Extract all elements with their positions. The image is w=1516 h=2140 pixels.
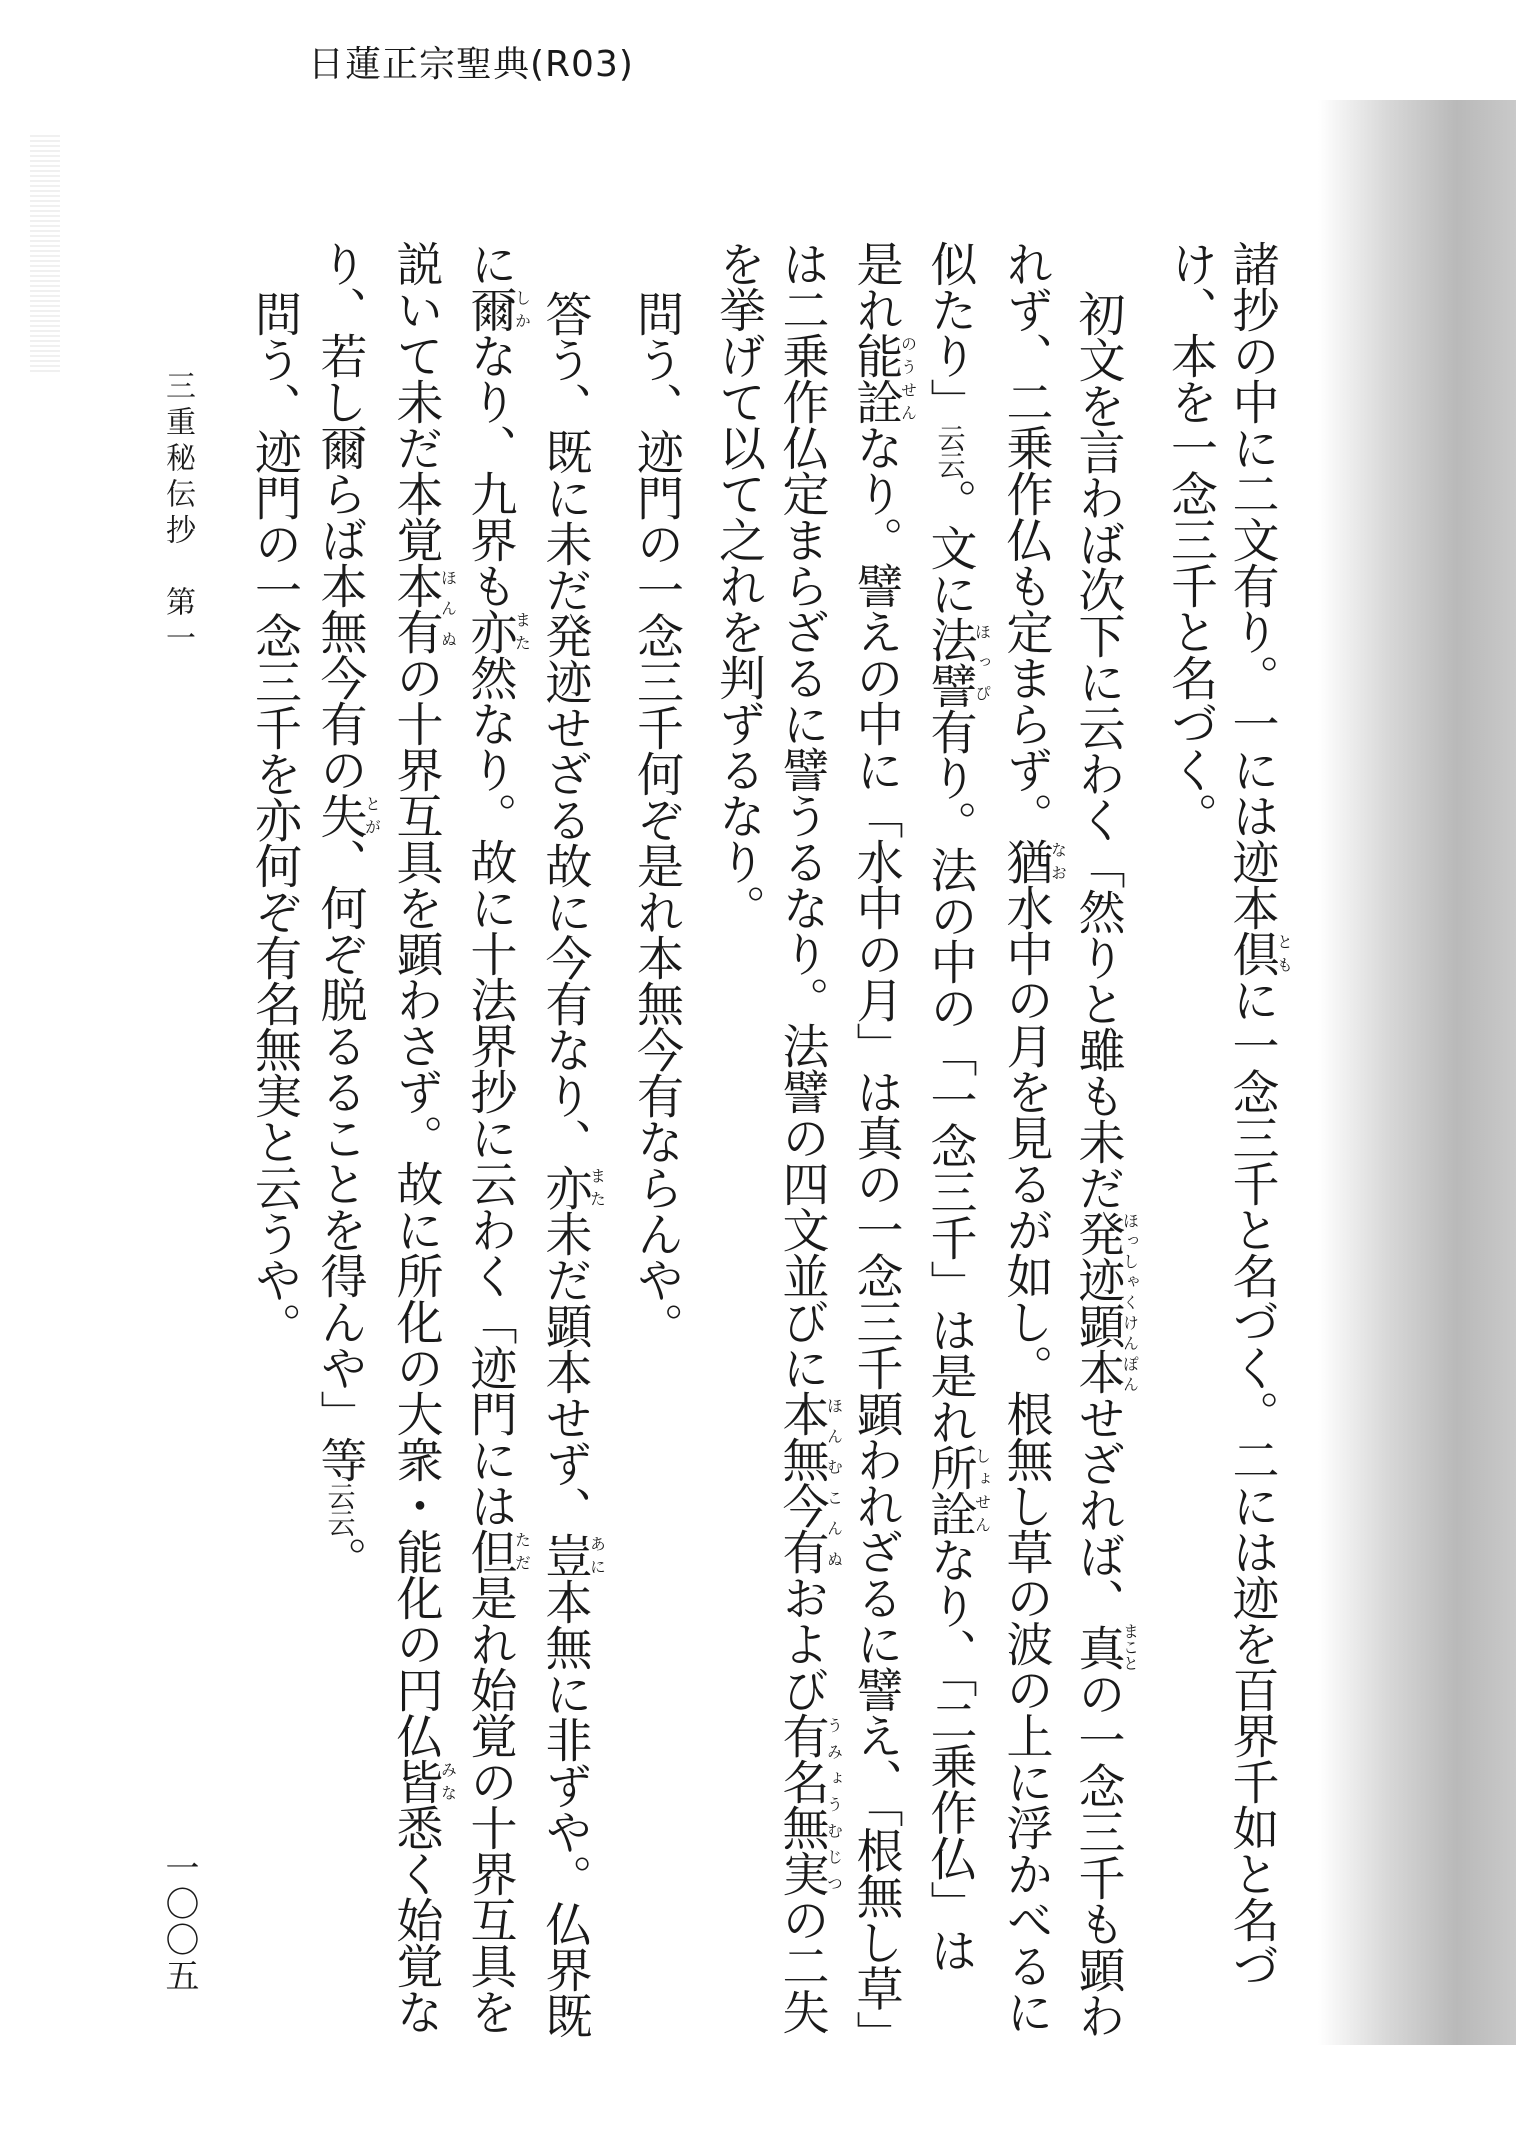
furigana: ほんぬ	[438, 562, 458, 654]
text-run: 然なり。故に十法界抄に云わく「迹門には	[462, 654, 518, 1528]
ruby-word: 発迹顕本ほっしゃくけんぽん	[1070, 1210, 1140, 1394]
text-run: せざれば、	[1070, 1394, 1126, 1624]
text-run: の一念三千も顕わ	[1070, 1670, 1126, 2038]
text-run: 是れ始覚の十界互具を	[462, 1574, 518, 2034]
furigana: ほっしゃくけんぽん	[1120, 1210, 1140, 1394]
text-run: の二失	[774, 1896, 830, 2034]
text-column	[708, 240, 768, 930]
text-run: 水中の月を見るが如し。根無し草の波の上に浮かべるに	[998, 884, 1054, 2034]
text-column	[626, 290, 686, 1348]
scan-noise	[30, 135, 60, 375]
text-column	[244, 290, 304, 1348]
text-column	[388, 240, 458, 2034]
ruby-word: 亦また	[462, 608, 532, 654]
ruby-word: 本有ほんぬ	[388, 562, 458, 654]
ruby-word: 法譬ほっぴ	[922, 616, 992, 708]
text-column	[1160, 240, 1220, 838]
text-run: 是れ	[848, 240, 904, 332]
text-run: 問う、迹門の一念三千何ぞ是れ本無今有ならんや。	[629, 290, 684, 1348]
ruby-word: 亦また	[537, 1164, 607, 1210]
text-run: 有り。法の中の「一念三千」は是れ	[922, 708, 978, 1444]
text-run: に一念三千と名づく。二には迹を百界千如と名づ	[1224, 976, 1280, 1988]
furigana: しょせん	[972, 1444, 992, 1536]
text-run: および	[774, 1574, 830, 1712]
ruby-word: 倶とも	[1224, 930, 1294, 976]
small-annotation: 云云	[933, 424, 967, 478]
text-column	[774, 240, 844, 2034]
text-run: を挙げて以て之れを判ずるなり。	[711, 240, 766, 930]
text-column	[1224, 240, 1294, 1988]
text-column	[1070, 290, 1140, 2038]
furigana: ほっぴ	[972, 616, 992, 708]
text-run: 。文に	[922, 478, 978, 616]
text-run: なり、「二乗作仏」は	[922, 1536, 978, 1973]
text-run: け、本を一念三千と名づく。	[1163, 240, 1218, 838]
ruby-word: 所詮しょせん	[922, 1444, 992, 1536]
text-run: れず、二乗作仏も定まらず。	[998, 240, 1054, 838]
text-run: り、若し爾らば本無今有の	[312, 240, 368, 792]
text-run: の十界互具を顕わさず。故に所化の大衆・能化の円仏	[388, 654, 444, 1758]
furigana: あに	[587, 1532, 607, 1578]
ruby-word: 豈あに	[537, 1532, 607, 1578]
text-column	[537, 290, 607, 2038]
text-run: 未だ顕本せず、	[537, 1210, 593, 1532]
ruby-word: 猶なお	[998, 838, 1068, 884]
furigana: うみょうむじつ	[824, 1712, 844, 1896]
furigana: とも	[1274, 930, 1294, 976]
text-run: 初文を言わば次下に云わく「然りと雖も未だ	[1070, 290, 1126, 1210]
text-run: なり。譬えの中に「水中の月」は真の一念三千顕われざるに譬え、「根無し草」	[848, 424, 904, 2057]
running-title: 三重秘伝抄 第一	[160, 370, 195, 658]
page-header-title: 日蓮正宗聖典(R03)	[308, 44, 634, 85]
text-run: 似たり」	[922, 240, 978, 424]
small-annotation: 云云	[323, 1482, 357, 1536]
text-run: 答う、既に未だ発迹せざる故に今有なり、	[537, 290, 593, 1164]
text-run: に	[462, 240, 518, 286]
text-run: 悉く始覚な	[388, 1804, 444, 2034]
text-column	[998, 240, 1068, 2034]
ruby-word: 爾しか	[462, 286, 532, 332]
text-run: 本無に非ずや。仏界既	[537, 1578, 593, 2038]
text-run: 。	[312, 1536, 368, 1582]
ruby-word: 有名無実うみょうむじつ	[774, 1712, 844, 1896]
text-run: 、何ぞ脱るることを得んや」等	[312, 838, 368, 1482]
ruby-word: 本無今有ほんむこんぬ	[774, 1390, 844, 1574]
furigana: ただ	[512, 1528, 532, 1574]
scan-shadow	[1318, 100, 1516, 2045]
text-column	[922, 240, 992, 1973]
furigana: みな	[438, 1758, 458, 1804]
furigana: また	[512, 608, 532, 654]
page-number: 一〇〇五	[159, 1850, 199, 1994]
text-run: 問う、迹門の一念三千を亦何ぞ有名無実と云うや。	[247, 290, 302, 1348]
text-run: 説いて未だ本覚	[388, 240, 444, 562]
furigana: なお	[1048, 838, 1068, 884]
furigana: のうせん	[898, 332, 918, 424]
ruby-word: 但ただ	[462, 1528, 532, 1574]
furigana: とが	[362, 792, 382, 838]
furigana: ほんむこんぬ	[824, 1390, 844, 1574]
furigana: しか	[512, 286, 532, 332]
ruby-word: 失とが	[312, 792, 382, 838]
text-run: は二乗作仏定まらざるに譬うるなり。法譬の四文並びに	[774, 240, 830, 1390]
ruby-word: 皆みな	[388, 1758, 458, 1804]
furigana: まこと	[1120, 1623, 1140, 1671]
text-column	[848, 240, 918, 2057]
furigana: また	[587, 1164, 607, 1210]
ruby-word: 能詮のうせん	[848, 332, 918, 424]
text-run: なり、九界も	[462, 332, 518, 608]
text-column	[462, 240, 532, 2034]
ruby-word: 真まこと	[1070, 1623, 1140, 1671]
text-column	[312, 240, 382, 1582]
text-run: 諸抄の中に二文有り。一には迹本	[1224, 240, 1280, 930]
